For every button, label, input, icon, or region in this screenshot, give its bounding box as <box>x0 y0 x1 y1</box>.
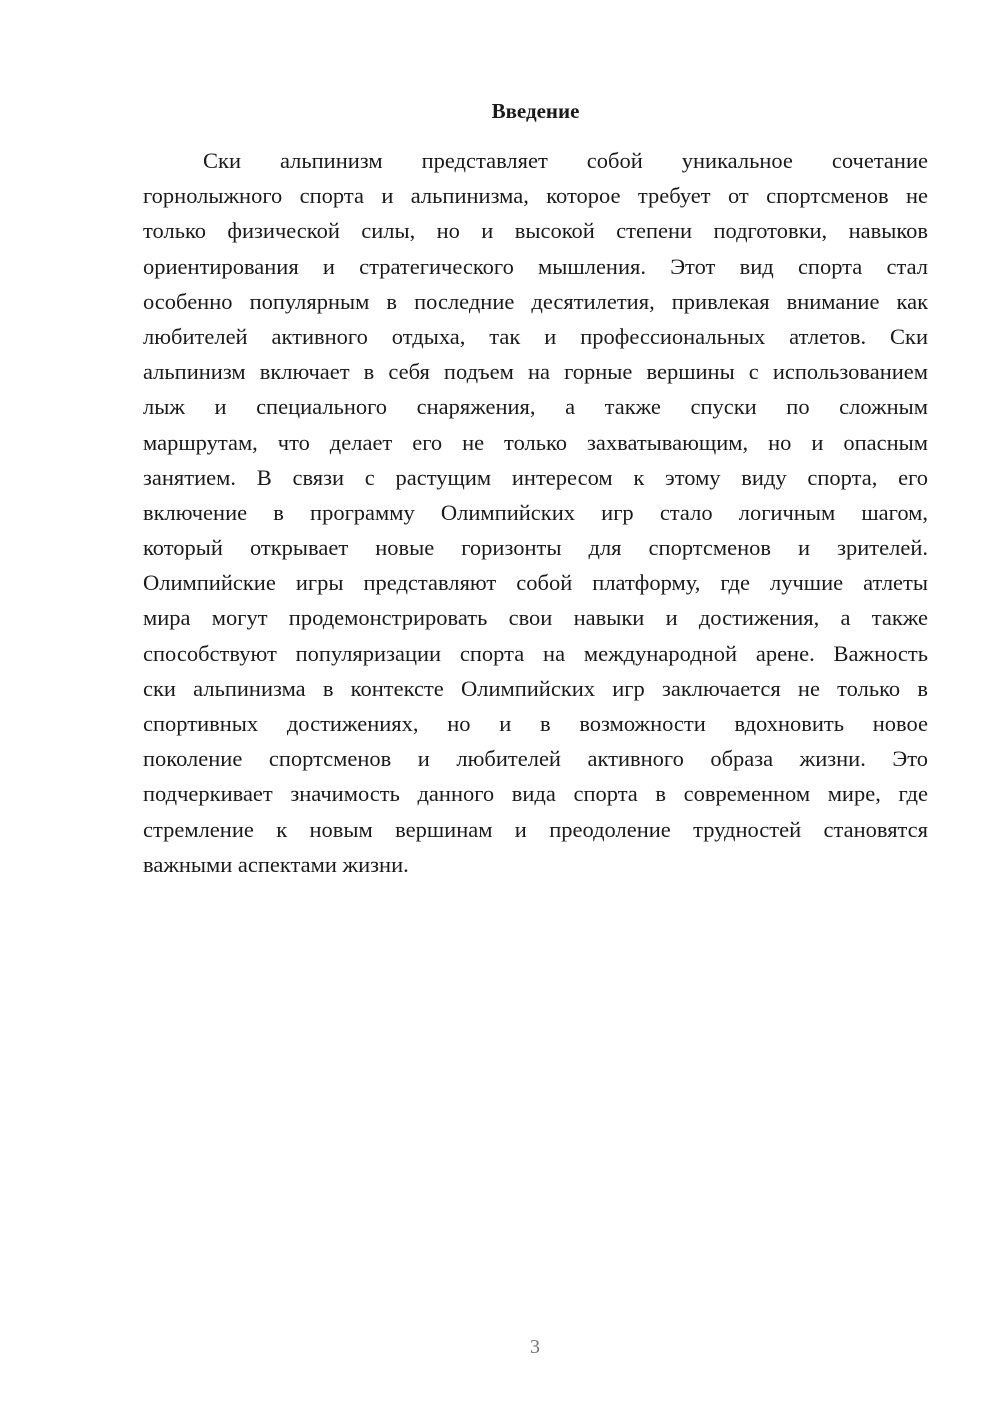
body-paragraph <box>143 143 928 882</box>
page-number: 3 <box>530 1336 540 1358</box>
paragraph-line: который открывает новые горизонты для спортсменов и зрителей. <box>143 535 928 561</box>
paragraph-line: ски альпинизма в контексте Олимпийских игр заключается не только в <box>143 675 928 701</box>
paragraph-line: любителей активного отдыха, так и профессиональных атлетов. Ски <box>143 323 928 349</box>
paragraph-line: мира могут продемонстрировать свои навыки и достижения, а также <box>143 605 928 631</box>
paragraph-line: Ски альпинизм представляет собой уникальное сочетание <box>203 148 928 173</box>
paragraph-line: лыж и специального снаряжения, а также спуски по сложным <box>143 394 928 420</box>
paragraph-line: важными аспектами жизни. <box>143 851 409 877</box>
paragraph-line: спортивных достижениях, но и в возможности вдохновить новое <box>143 711 928 736</box>
paragraph-line: поколение спортсменов и любителей активного образа жизни. Это <box>143 746 928 772</box>
paragraph-line: особенно популярным в последние десятилетия, привлекая внимание как <box>143 288 928 314</box>
section-heading: Введение <box>491 99 580 123</box>
paragraph-line: способствуют популяризации спорта на международной арене. Важность <box>143 640 928 666</box>
paragraph-line: маршрутам, что делает его не только захватывающим, но и опасным <box>143 429 928 455</box>
paragraph-line: ориентирования и стратегического мышления. Этот вид спорта стал <box>143 253 928 279</box>
paragraph-line: стремление к новым вершинам и преодоление трудностей становятся <box>143 816 928 842</box>
paragraph-line: подчеркивает значимость данного вида спорта в современном мире, где <box>143 781 928 807</box>
paragraph-line: включение в программу Олимпийских игр стало логичным шагом, <box>143 499 928 525</box>
paragraph-line: Олимпийские игры представляют собой платформу, где лучшие атлеты <box>143 570 928 596</box>
paragraph-line: занятием. В связи с растущим интересом к этому виду спорта, его <box>143 464 928 490</box>
paragraph-line: альпинизм включает в себя подъем на горные вершины с использованием <box>143 359 928 385</box>
paragraph-line: горнолыжного спорта и альпинизма, которое требует от спортсменов не <box>143 183 928 209</box>
paragraph-line: только физической силы, но и высокой степени подготовки, навыков <box>143 218 928 244</box>
